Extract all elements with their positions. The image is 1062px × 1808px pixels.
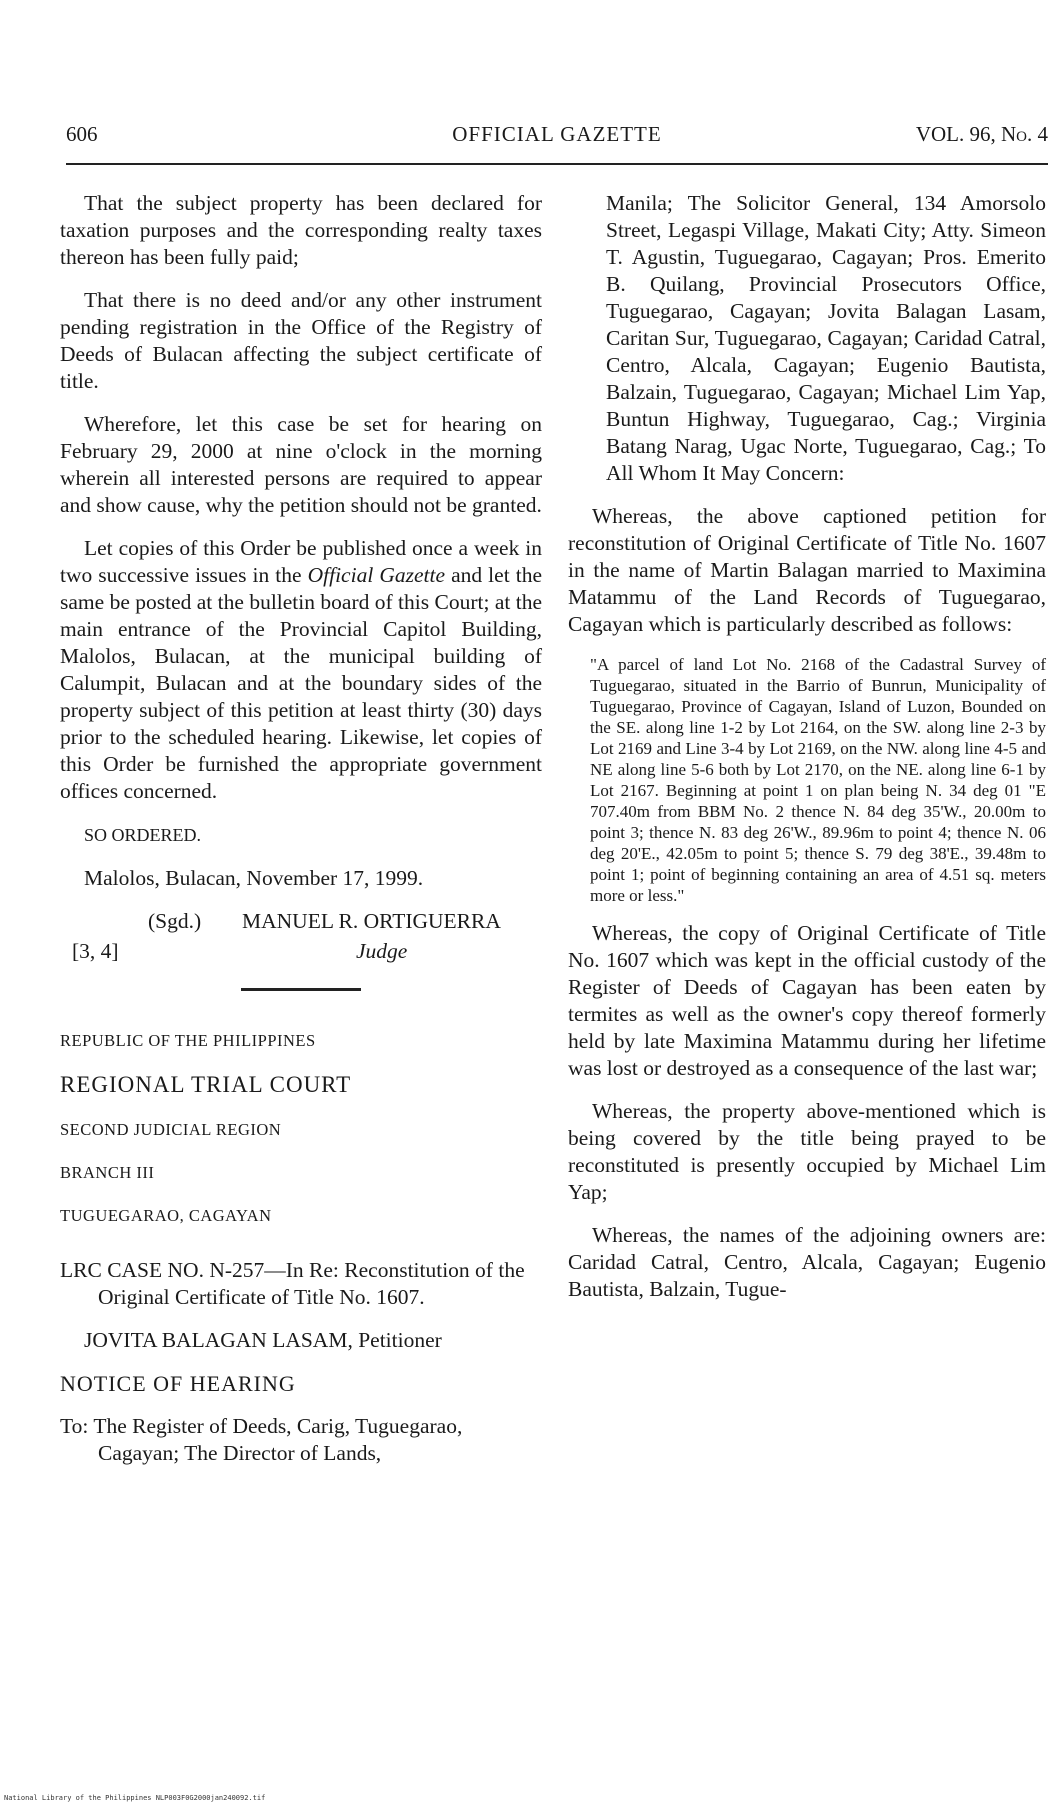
- addressees-start: To: The Register of Deeds, Carig, Tuguegarao, Cagayan; The Director of Lands,: [60, 1414, 463, 1465]
- court-name: REGIONAL TRIAL COURT: [60, 1072, 352, 1097]
- signed-mark: (Sgd.): [148, 909, 202, 933]
- so-ordered-text: SO ORDERED.: [84, 825, 202, 845]
- court-location: TUGUEGARAO, CAGAYAN: [60, 1206, 272, 1225]
- paragraph-taxes: That the subject property has been declared for taxation purposes and the corresponding realty taxes thereon has been fully paid;: [60, 191, 542, 269]
- section-divider: [241, 988, 361, 991]
- paragraph-publication: [60, 535, 542, 805]
- addressees-continued: Manila; The Solicitor General, 134 Amorsolo Street, Legaspi Village, Makati City; Atty. Simeon T. Agustin, Tuguegarao, Cagayan; Pros. Emerito B. Quilang, Provincial Prosecutors Office, Tuguegarao, Cagayan; Jovita Balagan Lasam, Caritan Sur, Tuguegarao, Cagayan; Caridad Catral, Centro, Alcala, Cagayan; Eugenio Bautista, Balzain, Tuguegarao, Cagayan; Michael Lim Yap, Buntun Highway, Tuguegarao, Cag.; Virginia Batang Narag, Ugac Norte, Tuguegarao, Cag.; To All Whom It May Concern:: [606, 191, 1046, 485]
- judge-title: Judge: [356, 939, 408, 963]
- judge-name: MANUEL R. ORTIGUERRA: [242, 909, 501, 933]
- signature-block: [60, 908, 542, 970]
- gazette-title: OFFICIAL GAZETTE: [452, 122, 662, 146]
- so-ordered: [60, 821, 542, 849]
- place-date: Malolos, Bulacan, November 17, 1999.: [84, 866, 424, 890]
- paragraph-whereas-property: Whereas, the property above-mentioned which is being covered by the title being prayed to be reconstituted is presently occupied by Michael Lim Yap;: [568, 1099, 1046, 1204]
- case-title: LRC CASE NO. N-257—In Re: Reconstitution of the Original Certificate of Title No. 1607.: [60, 1258, 525, 1309]
- paragraph-whereas-petition: Whereas, the above captioned petition for reconstitution of Original Certificate of Title No. 1607 in the name of Martin Balagan married to Maximina Matammu of the Land Records of Tuguegarao, Cagayan which is particularly described as follows:: [568, 504, 1046, 636]
- publication-italic: Official Gazette: [307, 563, 446, 587]
- publication-text-end: and let the same be posted at the bulletin board of this Court; at the main entrance of the Provincial Capitol Building, Malolos, Bulacan, at the municipal building of Calumpit, Bulacan and at the boundary sides of the property subject of this petition at least thirty (30) days prior to the scheduled hearing. Likewise, let copies of this Order be furnished the appropriate government offices concerned.: [60, 563, 542, 803]
- court-branch: BRANCH III: [60, 1163, 155, 1182]
- publication-text-start: Let copies of this Order be published once a week in two successive issues in the: [60, 536, 542, 587]
- paragraph-wherefore: Wherefore, let this case be set for hearing on February 29, 2000 at nine o'clock in the morning wherein all interested persons are required to appear and show cause, why the petition should not be granted.: [60, 412, 542, 517]
- left-column: [60, 190, 542, 1483]
- court-heading: [60, 1027, 542, 1229]
- scan-footer: National Library of the Philippines NLP003F0G2000jan240092.tif: [4, 1794, 266, 1802]
- paragraph-no-deed: That there is no deed and/or any other instrument pending registration in the Office of the Registry of Deeds of Bulacan affecting the subject certificate of title.: [60, 288, 542, 393]
- page-header: [66, 122, 1048, 154]
- issue-reference: [3, 4]: [72, 939, 119, 963]
- court-republic: REPUBLIC OF THE PHILIPPINES: [60, 1031, 316, 1050]
- paragraph-whereas-copy: Whereas, the copy of Original Certificate of Title No. 1607 which was kept in the official custody of the Register of Deeds of Cagayan has been eaten by termites as well as the owner's copy thereof formerly held by late Maximina Matammu during her lifetime was lost or destroyed as a consequence of the last war;: [568, 921, 1046, 1080]
- volume-number: VOL. 96, No. 4: [915, 122, 1048, 146]
- page-number: 606: [66, 122, 98, 146]
- header-rule: [66, 163, 1048, 165]
- land-description: "A parcel of land Lot No. 2168 of the Cadastral Survey of Tuguegarao, situated in the Barrio of Bunrun, Municipality of Tuguegarao, Province of Cagayan, Island of Luzon, Bounded on the SE. along line 1-2 by Lot 2164, on the SW. along line 2-3 by Lot 2169 and Line 3-4 by Lot 2169, on the NW. along line 4-5 and NE along line 5-6 both by Lot 2170, on the NE. along line 6-1 by Lot 2167. Beginning at point 1 on plan being N. 34 deg 01 "E 707.40m from BBM No. 2 thence N. 84 deg 35'W., 20.00m to point 3; thence N. 83 deg 26'W., 89.96m to point 4; thence N. 06 deg 20'E., 42.05m to point 5; thence S. 79 deg 38'E., 39.48m to point 1; point of beginning containing an area of 4.51 sq. meters more or less.": [590, 655, 1046, 905]
- court-region: SECOND JUDICIAL REGION: [60, 1120, 282, 1139]
- petitioner-line: JOVITA BALAGAN LASAM, Petitioner: [84, 1328, 442, 1352]
- paragraph-whereas-owners: Whereas, the names of the adjoining owners are: Caridad Catral, Centro, Alcala, Cagayan; Eugenio Bautista, Balzain, Tugue-: [568, 1223, 1046, 1301]
- right-column: [568, 190, 1046, 1319]
- notice-title: NOTICE OF HEARING: [60, 1371, 296, 1396]
